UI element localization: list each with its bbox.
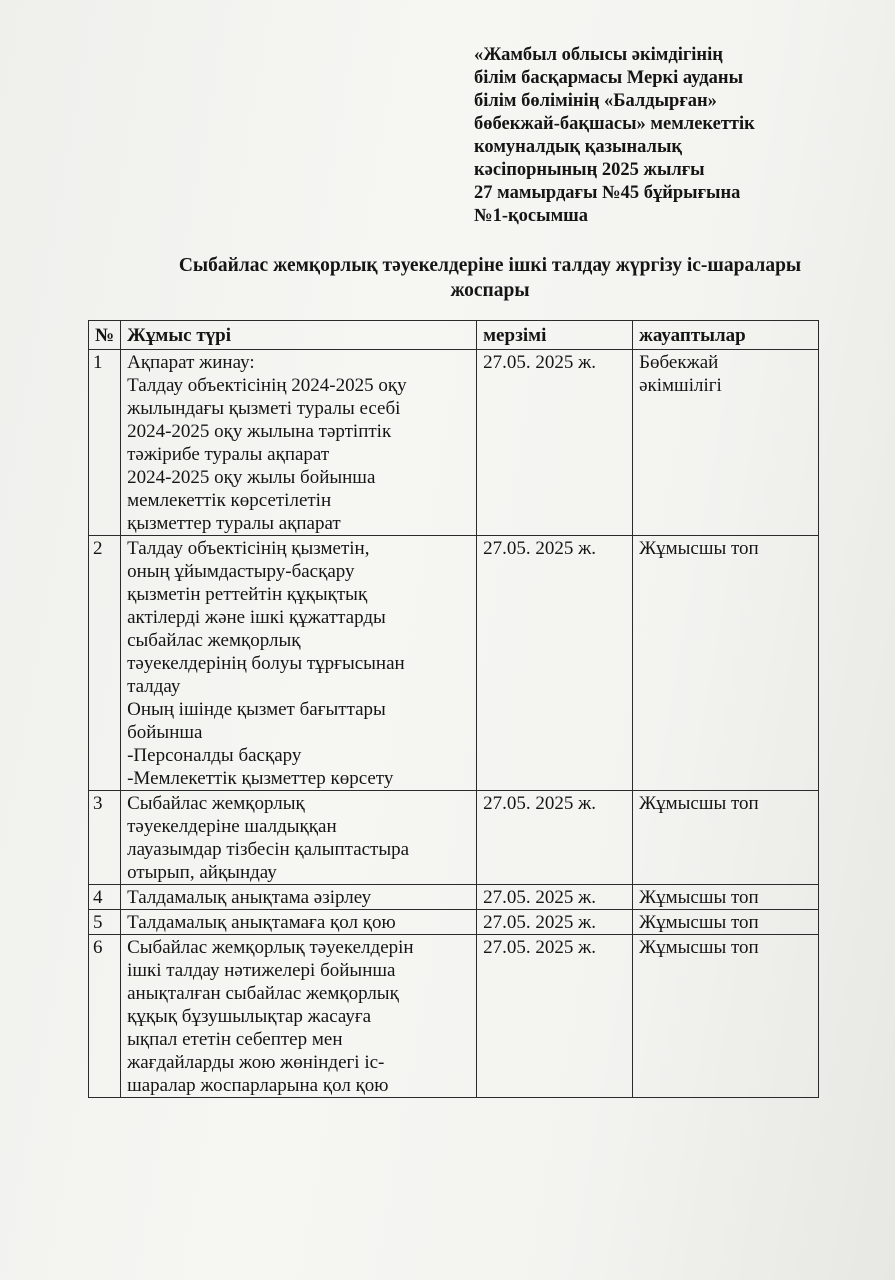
work-line: ықпал ететін себептер мен xyxy=(127,1029,343,1050)
responsible-cell xyxy=(633,350,819,536)
table-row xyxy=(89,536,819,791)
responsible-cell xyxy=(633,910,819,935)
deadline-cell: 27.05. 2025 ж. xyxy=(477,350,633,536)
responsible-line: Жұмысшы топ xyxy=(639,937,759,958)
deadline-cell: 27.05. 2025 ж. xyxy=(477,536,633,791)
table-header-row xyxy=(89,321,819,350)
responsible-line: Жұмысшы топ xyxy=(639,887,759,908)
work-cell xyxy=(121,910,477,935)
work-line: Оның ішінде қызмет бағыттары xyxy=(127,699,386,720)
responsible-line: Жұмысшы топ xyxy=(639,538,759,559)
work-cell xyxy=(121,935,477,1098)
header-line: «Жамбыл облысы әкімдігінің xyxy=(474,45,723,65)
work-line: қызметін реттейтін құқықтық xyxy=(127,584,368,605)
header-line: №1-қосымша xyxy=(474,206,589,226)
work-line: Ақпарат жинау: xyxy=(127,352,255,373)
responsible-cell xyxy=(633,935,819,1098)
work-line: тәуекелдеріне шалдыққан xyxy=(127,816,337,837)
work-line: 2024-2025 оқу жылы бойынша xyxy=(127,467,376,488)
header-line: 27 мамырдағы №45 бұйрығына xyxy=(474,183,741,203)
responsible-line: Бөбекжай xyxy=(639,352,719,373)
header-line: кәсіпорнының 2025 жылғы xyxy=(474,160,705,180)
responsible-cell xyxy=(633,885,819,910)
work-cell xyxy=(121,536,477,791)
header-line: білім басқармасы Меркі ауданы xyxy=(474,68,744,88)
appendix-header xyxy=(474,44,854,228)
work-line: актілерді және ішкі құжаттарды xyxy=(127,607,386,628)
header-line: білім бөлімінің «Балдырған» xyxy=(474,91,717,111)
work-line: қызметтер туралы ақпарат xyxy=(127,513,341,534)
work-line: ішкі талдау нәтижелері бойынша xyxy=(127,960,396,981)
work-line: Сыбайлас жемқорлық тәуекелдерін xyxy=(127,937,414,958)
work-line: құқық бұзушылықтар жасауға xyxy=(127,1006,372,1027)
work-cell xyxy=(121,350,477,536)
work-line: лауазымдар тізбесін қалыптастыра xyxy=(127,839,410,860)
responsible-cell xyxy=(633,536,819,791)
column-header-responsible: жауаптылар xyxy=(633,321,819,350)
header-line: бөбекжай-бақшасы» мемлекеттік xyxy=(474,114,755,134)
row-number: 3 xyxy=(89,791,121,885)
work-line: Талдамалық анықтама әзірлеу xyxy=(127,887,372,908)
table-row xyxy=(89,350,819,536)
deadline-cell: 27.05. 2025 ж. xyxy=(477,910,633,935)
responsible-line: әкімшілігі xyxy=(639,375,722,396)
work-cell xyxy=(121,885,477,910)
work-line: бойынша xyxy=(127,722,203,743)
work-line: тәжірибе туралы ақпарат xyxy=(127,444,330,465)
work-cell xyxy=(121,791,477,885)
work-line: талдау xyxy=(127,676,181,697)
responsible-cell xyxy=(633,791,819,885)
row-number: 6 xyxy=(89,935,121,1098)
deadline-cell: 27.05. 2025 ж. xyxy=(477,935,633,1098)
table-row xyxy=(89,935,819,1098)
deadline-cell: 27.05. 2025 ж. xyxy=(477,791,633,885)
row-number: 4 xyxy=(89,885,121,910)
work-line: жылындағы қызметі туралы есебі xyxy=(127,398,401,419)
work-line: Талдау объектісінің 2024-2025 оқу xyxy=(127,375,407,396)
work-line: жағдайларды жою жөніндегі іс- xyxy=(127,1052,385,1073)
work-line: -Персоналды басқару xyxy=(127,745,302,766)
column-header-work-type: Жұмыс түрі xyxy=(121,321,477,350)
table-row xyxy=(89,791,819,885)
work-line: сыбайлас жемқорлық xyxy=(127,630,301,651)
row-number: 2 xyxy=(89,536,121,791)
work-line: -Мемлекеттік қызметтер көрсету xyxy=(127,768,394,789)
deadline-cell: 27.05. 2025 ж. xyxy=(477,885,633,910)
table-row xyxy=(89,885,819,910)
work-line: Сыбайлас жемқорлық xyxy=(127,793,305,814)
title-line: жоспары xyxy=(450,280,530,301)
work-line: шаралар жоспарларына қол қою xyxy=(127,1075,389,1096)
header-line: комуналдық қазыналық xyxy=(474,137,683,157)
row-number: 1 xyxy=(89,350,121,536)
column-header-deadline: мерзімі xyxy=(477,321,633,350)
work-line: 2024-2025 оқу жылына тәртіптік xyxy=(127,421,392,442)
work-line: Талдау объектісінің қызметін, xyxy=(127,538,370,559)
work-line: оның ұйымдастыру-басқару xyxy=(127,561,355,582)
work-line: отырып, айқындау xyxy=(127,862,277,883)
responsible-line: Жұмысшы топ xyxy=(639,793,759,814)
document-title xyxy=(110,253,870,303)
table-row xyxy=(89,910,819,935)
work-line: тәуекелдерінің болуы тұрғысынан xyxy=(127,653,405,674)
column-header-number: № xyxy=(89,321,121,350)
row-number: 5 xyxy=(89,910,121,935)
work-line: анықталған сыбайлас жемқорлық xyxy=(127,983,399,1004)
responsible-line: Жұмысшы топ xyxy=(639,912,759,933)
title-line: Сыбайлас жемқорлық тәуекелдеріне ішкі талдау жүргізу іс-шаралары xyxy=(178,255,802,276)
plan-table xyxy=(88,320,819,1098)
work-line: мемлекеттік көрсетілетін xyxy=(127,490,332,511)
work-line: Талдамалық анықтамаға қол қою xyxy=(127,912,396,933)
